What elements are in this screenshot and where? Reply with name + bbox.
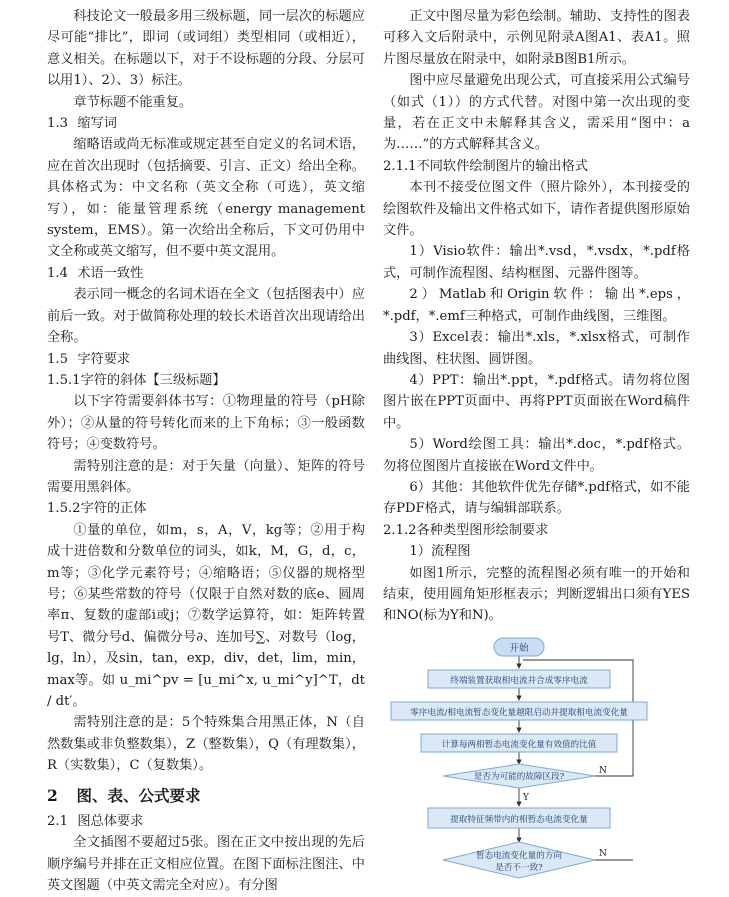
heading-number: 1.3 [47,116,68,132]
flowchart [383,634,723,882]
heading-text: 图、表、公式要求 [76,785,201,805]
flow-step-3-label: 计算每两相暂态电流变化量有效值的比值 [441,740,597,750]
paragraph: 5）Word绘图工具：输出*.doc，*.pdf格式。勿将位图图片直接嵌在Word文件中。 [383,437,690,474]
subsection-heading [47,113,365,134]
heading-number: 1.5 [47,351,68,367]
heading-number: 1.4 [47,265,68,281]
paragraph: 以下字符需要斜体书写：①物理量的符号（pH除外）；②从量的符号转化而来的上下角标；③一般函数符号；④变数符号。 [47,394,365,453]
paragraph: 图中应尽量避免出现公式，可直接采用公式编号（如式（1））的方式代替。对图中第一次出现的变量，若在正文中未解释其含义，需采用“图中：a为……”的方式解释其含义。 [383,73,690,153]
flow-yes-label-1: Y [523,793,529,803]
section-heading [47,785,365,806]
paragraph: 1）流程图 [409,544,471,560]
heading-number: 1.5.2 [47,501,81,517]
paragraph: 全文插图不要超过5张。图在正文中按出现的先后顺序编号并排在正文相应位置。在图下面标注图注、中英文图题（中英文需完全对应）。有分图 [47,835,365,894]
subsection-heading [47,811,365,832]
right-column [383,6,690,627]
paragraph: 缩略语或尚无标准或规定甚至自定义的名词术语，应在首次出现时（包括摘要、引言、正文）给出全称。具体格式为：中文名称（英文全称（可选），英文缩写），如：能量管理系统（energy management system，EMS）。第一次给出全称后，下文可仍用中文全称或英文缩写，但不要中英文混用。 [47,137,365,260]
subsection-heading [383,520,690,541]
heading-text: 不同软件绘制图片的输出格式 [416,158,588,174]
heading-number: 2.1.2 [383,522,417,538]
heading-text: 字符的正体 [80,501,147,517]
subsection-heading [47,263,365,284]
subsection-heading [383,156,690,177]
flow-no-label-2: N [599,849,607,859]
flow-no-label-1: N [599,766,607,776]
paragraph: 正文中图尽量为彩色绘制。辅助、支持性的图表可移入文后附录中，示例见附录A图A1、表A1。照片图尽量放在附录中，如附录B图B1所示。 [383,9,690,67]
flow-decision-2-label-1: 暂态电流变化量的方向 [476,851,562,861]
subsection-heading [47,498,365,519]
paragraph: 科技论文一般最多用三级标题，同一层次的标题应尽可能“排比”，即词（或词组）类型相同（或相近），意义相关。在标题以下，对于不设标题的分段、分层可以用1）、2）、3）标注。 [47,9,365,89]
flow-decision-2-label-2: 是否不一致? [495,863,543,873]
paragraph: 2）Matlab和Origin软件：输出*.eps，*.pdf，*.emf三种格式，可制作曲线图，三维图。 [383,287,690,324]
heading-number: 1.5.1 [47,372,81,388]
heading-text: 缩写词 [77,116,117,132]
paragraph: 如图1所示，完整的流程图必须有唯一的开始和结束，使用圆角矩形框表示；判断逻辑出口须有YES和NO(标为Y和N)。 [383,565,690,624]
heading-text: 术语一致性 [77,265,144,281]
paragraph: 3）Excel表：输出*.xls，*.xlsx格式，可制作曲线图、柱状图、圆饼图。 [383,330,690,367]
heading-number: 2.1.1 [383,158,417,174]
subsection-heading [47,370,365,391]
subsection-heading [47,349,365,370]
flow-decision-1-label: 是否为可能的故障区段? [473,772,565,782]
paragraph: 6）其他：其他软件优先存储*.pdf格式，如不能存PDF格式，请与编辑部联系。 [383,479,690,517]
heading-number: 2 [47,785,58,805]
heading-text: 图总体要求 [77,814,144,830]
paragraph: 需特别注意的是：5个特殊集合用黑正体，N（自然数集或非负整数集），Z（整数集），Q（有理数集），R（实数集），C（复数集）。 [47,715,365,774]
paragraph: 1）Visio软件：输出*.vsd，*.vsdx，*.pdf格式，可制作流程图、结构框图、元器件图等。 [383,244,690,281]
flow-start-label: 开始 [509,643,529,654]
flow-step-2-label: 零序电流/相电流暂态变化量越限启动并提取相电流变化量 [410,708,628,718]
paragraph: ①量的单位，如m，s，A，V，kg等；②用于构成十进倍数和分数单位的词头，如k，M，G，d，c，m等；③化学元素符号；④缩略语；⑤仪器的规格型号；⑥某些常数的符号（仅限于自然对数的底e、圆周率π、复数的虚部i或j；⑦数学运算符，如：矩阵转置号T、微分号d、偏微分号∂、连加号∑、对数号（log，lg，ln），及sin，tan，exp，div，det，lim，min，max等。如 u_mi^pv = [u_mi^x, u_mi^y]^T，dt / dt′。 [47,522,365,709]
paragraph: 4）PPT：输出*.ppt，*.pdf格式。请勿将位图图片嵌在PPT页面中、再将PPT页面嵌在Word稿件中。 [383,372,690,431]
heading-text: 字符的斜体【三级标题】 [80,372,226,388]
heading-number: 2.1 [47,814,68,830]
left-column [47,6,365,897]
heading-text: 各种类型图形绘制要求 [416,522,549,538]
paragraph: 需特别注意的是：对于矢量（向量）、矩阵的符号需要用黑斜体。 [47,458,365,495]
paragraph: 章节标题不能重复。 [73,94,193,110]
paragraph: 表示同一概念的名词术语在全文（包括图表中）应前后一致。对于做简称处理的较长术语首次出现请给出全称。 [47,287,365,346]
flow-step-4-label: 提取特征频带内的相暂态电流变化量 [450,815,588,825]
flow-step-1-label: 终端装置获取相电流并合成零序电流 [450,676,588,686]
heading-text: 字符要求 [77,351,131,367]
paragraph: 本刊不接受位图文件（照片除外），本刊接受的绘图软件及输出文件格式如下，请作者提供图形原始文件。 [383,180,690,239]
